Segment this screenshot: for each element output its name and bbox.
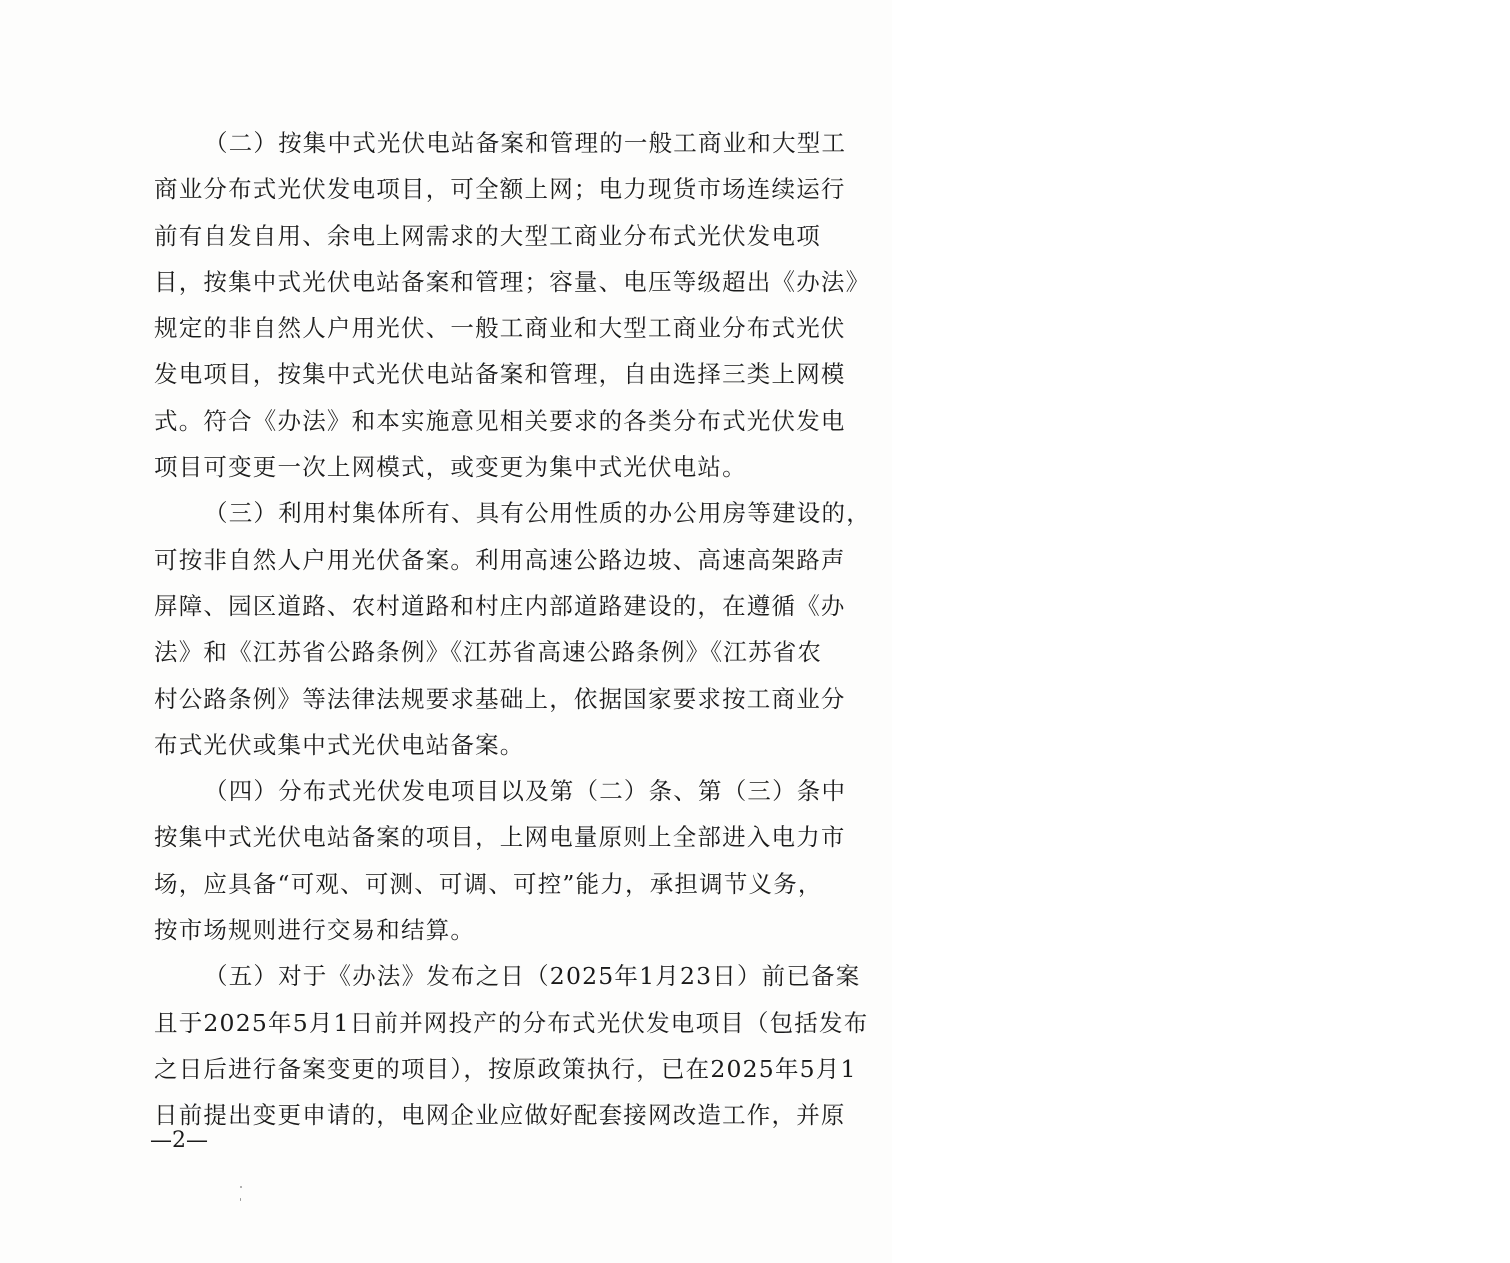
text-line: 规定的非自然人户用光伏、一般工商业和大型工商业分布式光伏 [154, 314, 846, 343]
text-line: 屏障、园区道路、农村道路和村庄内部道路建设的，在遵循《办 [154, 591, 846, 620]
text-line: 布式光伏或集中式光伏电站备案。 [154, 730, 525, 759]
scan-speck [240, 1198, 241, 1201]
text-line: 发电项目，按集中式光伏电站备案和管理，自由选择三类上网模 [154, 360, 846, 389]
text-line: 且于2025年5月1日前并网投产的分布式光伏发电项目（包括发布 [154, 1008, 869, 1037]
text-line: 法》和《江苏省公路条例》《江苏省高速公路条例》《江苏省农 [154, 638, 823, 667]
text-line: 按集中式光伏电站备案的项目，上网电量原则上全部进入电力市 [154, 823, 846, 852]
text-line: （三）利用村集体所有、具有公用性质的办公用房等建设的， [204, 499, 871, 528]
page-number: —2— [150, 1128, 208, 1153]
body-text [154, 120, 871, 1139]
text-line: 场，应具备“可观、可测、可调、可控”能力，承担调节义务， [154, 869, 823, 898]
text-line: 式。符合《办法》和本实施意见相关要求的各类分布式光伏发电 [154, 406, 846, 435]
text-line: （二）按集中式光伏电站备案和管理的一般工商业和大型工 [204, 129, 847, 157]
text-line: 村公路条例》等法律法规要求基础上，依据国家要求按工商业分 [154, 684, 846, 713]
text-line: 可按非自然人户用光伏备案。利用高速公路边坡、高速高架路声 [154, 545, 846, 574]
text-line: （四）分布式光伏发电项目以及第（二）条、第（三）条中 [204, 777, 847, 806]
text-line: 日前提出变更申请的，电网企业应做好配套接网改造工作，并原 [154, 1101, 846, 1130]
scan-speck [240, 1186, 242, 1188]
text-line: 项目可变更一次上网模式，或变更为集中式光伏电站。 [154, 453, 747, 482]
text-line: 商业分布式光伏发电项目，可全额上网；电力现货市场连续运行 [154, 175, 846, 204]
text-line: 按市场规则进行交易和结算。 [154, 916, 476, 945]
text-line: 目，按集中式光伏电站备案和管理；容量、电压等级超出《办法》 [154, 267, 871, 296]
text-line: 之日后进行备案变更的项目），按原政策执行，已在2025年5月1 [154, 1054, 857, 1083]
text-line: 前有自发自用、余电上网需求的大型工商业分布式光伏发电项 [154, 221, 821, 250]
text-line: （五）对于《办法》发布之日（2025年1月23日）前已备案 [204, 962, 861, 991]
